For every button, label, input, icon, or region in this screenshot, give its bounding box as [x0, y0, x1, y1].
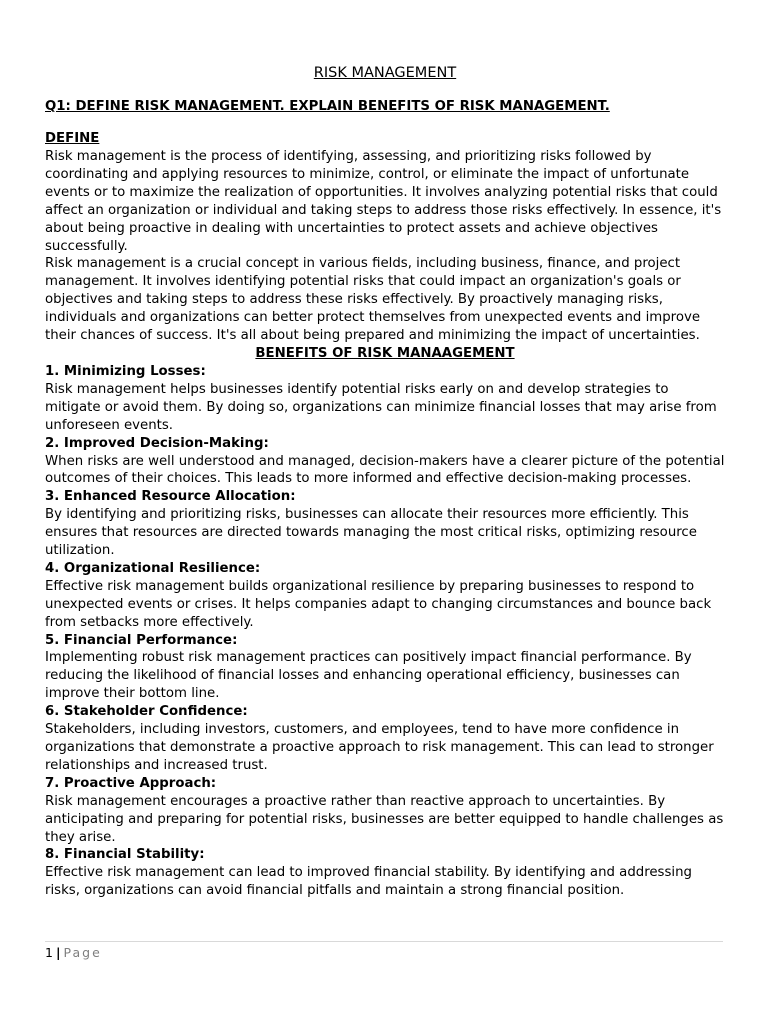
- benefit-text: Effective risk management builds organizational resilience by preparing businesses to respond to unexpected events or crises. It helps companies adapt to changing circumstances and bounce back from setbacks more effectively.: [45, 578, 712, 630]
- benefit-heading: 6. Stakeholder Confidence:: [45, 704, 248, 720]
- document-page: [45, 62, 725, 900]
- question-heading: Q1: DEFINE RISK MANAGEMENT. EXPLAIN BENEFITS OF RISK MANAGEMENT.: [45, 99, 610, 114]
- benefit-text: Implementing robust risk management practices can positively impact financial performance. By reducing the likelihood of financial losses and enhancing operational efficiency, businesses can improve their bottom line.: [45, 650, 692, 702]
- benefit-heading: 2. Improved Decision-Making:: [45, 435, 269, 451]
- define-paragraph: Risk management is a crucial concept in various fields, including business, finance, and project management. It involves identifying potential risks that could impact an organization's goals or objectives and taking steps to address these risks effectively. By proactively managing risks, individuals and organizations can better protect themselves from unexpected events and improve their chances of success. It's all about being prepared and minimizing the impact of uncertainties.: [45, 256, 701, 344]
- benefit-heading: 5. Financial Performance:: [45, 632, 238, 648]
- benefit-heading: 4. Organizational Resilience:: [45, 560, 261, 576]
- benefit-text: By identifying and prioritizing risks, businesses can allocate their resources more efficiently. This ensures that resources are directed towards managing the most critical risks, optimizing resource utilization.: [45, 507, 697, 559]
- page-separator: |: [55, 945, 61, 960]
- benefit-text: Risk management encourages a proactive rather than reactive approach to uncertainties. By anticipating and preparing for potential risks, businesses are better equipped to handle challenges as they arise.: [45, 793, 724, 845]
- page-number: 1: [45, 945, 53, 960]
- benefit-heading: 7. Proactive Approach:: [45, 775, 217, 791]
- page-label: Page: [63, 945, 102, 960]
- benefits-heading: BENEFITS OF RISK MANAAGEMENT: [255, 345, 515, 361]
- benefit-heading: 8. Financial Stability:: [45, 847, 205, 863]
- benefit-text: Risk management helps businesses identify potential risks early on and develop strategies to mitigate or avoid them. By doing so, organizations can minimize financial losses that may arise from unforeseen events.: [45, 381, 717, 433]
- benefit-heading: 1. Minimizing Losses:: [45, 363, 206, 379]
- benefit-text: When risks are well understood and managed, decision-makers have a clearer picture of the potential outcomes of their choices. This leads to more informed and effective decision-making processes.: [45, 453, 725, 487]
- benefit-text: Stakeholders, including investors, customers, and employees, tend to have more confidence in organizations that demonstrate a proactive approach to risk management. This can lead to stronger relationships and increased trust.: [45, 722, 714, 773]
- define-heading: DEFINE: [45, 131, 100, 146]
- document-title: RISK MANAGEMENT: [313, 65, 457, 81]
- benefit-heading: 3. Enhanced Resource Allocation:: [45, 489, 296, 505]
- define-paragraph: Risk management is the process of identifying, assessing, and prioritizing risks followed by coordinating and applying resources to minimize, control, or eliminate the impact of unfortunate events or to maximize the realization of opportunities. It involves analyzing potential risks that could affect an organization or individual and taking steps to address those risks effectively. In essence, it's about being proactive in dealing with uncertainties to protect assets and achieve objectives successfully.: [45, 149, 722, 254]
- benefit-text: Effective risk management can lead to improved financial stability. By identifying and addressing risks, organizations can avoid financial pitfalls and maintain a strong financial position.: [45, 865, 692, 899]
- page-footer: [45, 941, 723, 962]
